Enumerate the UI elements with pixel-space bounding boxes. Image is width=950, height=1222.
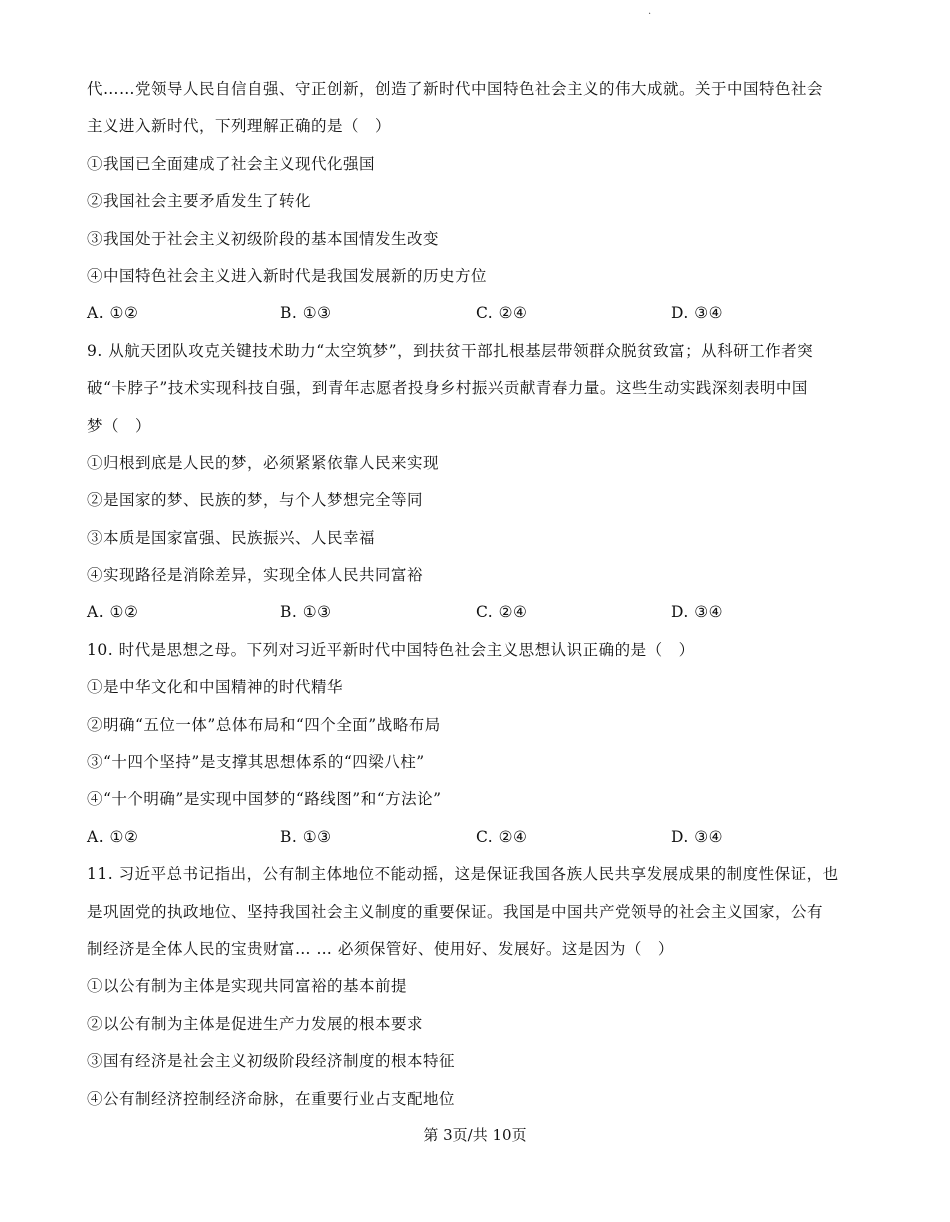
- q9-item-1: ①归根到底是人民的梦，必须紧紧依靠人民来实现: [87, 453, 440, 472]
- q8-option-c: C. ②④: [476, 304, 528, 323]
- q9-item-2: ②是国家的梦、民族的梦，与个人梦想完全等同: [87, 491, 424, 510]
- q11-item-2: ②以公有制为主体是促进生产力发展的根本要求: [87, 1014, 424, 1033]
- q9-stem-line-3: 梦（ ）: [87, 416, 152, 435]
- q11-item-3: ③国有经济是社会主义初级阶段经济制度的根本特征: [87, 1052, 456, 1071]
- q11-item-1: ①以公有制为主体是实现共同富裕的基本前提: [87, 977, 408, 996]
- q9-option-a: A. ①②: [87, 603, 139, 622]
- q8-option-b: B. ①③: [280, 304, 332, 323]
- q10-option-a: A. ①②: [87, 827, 139, 846]
- q10-options: [87, 828, 867, 846]
- q8-item-3: ③我国处于社会主义初级阶段的基本国情发生改变: [87, 229, 440, 248]
- q11-stem-line-2: 是巩固党的执政地位、坚持我国社会主义制度的重要保证。我国是中国共产党领导的社会主义国家，公有: [87, 902, 824, 921]
- page-footer: 第 3页/共 10页: [423, 1126, 527, 1144]
- q9-option-b: B. ①③: [280, 603, 332, 622]
- q11-stem-line-1: 11. 习近平总书记指出，公有制主体地位不能动摇，这是保证我国各族人民共享发展成果的制度性保证，也: [87, 865, 839, 884]
- q10-option-c: C. ②④: [476, 827, 528, 846]
- q9-item-3: ③本质是国家富强、民族振兴、人民幸福: [87, 528, 376, 547]
- q11-stem-line-3: 制经济是全体人民的宝贵财富… … 必须保管好、使用好、发展好。这是因为（ ）: [87, 939, 674, 958]
- q10-item-4: ④“十个明确”是实现中国梦的“路线图”和“方法论”: [87, 790, 442, 809]
- q8-item-1: ①我国已全面建成了社会主义现代化强国: [87, 154, 376, 173]
- q8-stem-line-1: 代……党领导人民自信自强、守正创新，创造了新时代中国特色社会主义的伟大成就。关于中国特色社会: [87, 80, 824, 98]
- q10-option-d: D. ③④: [671, 827, 724, 846]
- q10-item-3: ③“十四个坚持”是支撑其思想体系的“四梁八柱”: [87, 753, 425, 772]
- q10-stem-line-1: 10. 时代是思想之母。下列对习近平新时代中国特色社会主义思想认识正确的是（ ）: [87, 640, 695, 659]
- q8-item-2: ②我国社会主要矛盾发生了转化: [87, 192, 312, 211]
- q11-item-4: ④公有制经济控制经济命脉，在重要行业占支配地位: [87, 1089, 456, 1108]
- q9-stem-line-2: 破“卡脖子”技术实现科技自强，到青年志愿者投身乡村振兴贡献青春力量。这些生动实践深刻表明中国: [87, 379, 808, 398]
- q9-item-4: ④实现路径是消除差异，实现全体人民共同富裕: [87, 566, 424, 585]
- q10-item-1: ①是中华文化和中国精神的时代精华: [87, 678, 344, 697]
- q10-item-2: ②明确“五位一体”总体布局和“四个全面”战略布局: [87, 715, 441, 734]
- q9-stem-line-1: 9. 从航天团队攻克关键技术助力“太空筑梦”，到扶贫干部扎根基层带领群众脱贫致富；从科研工作者突: [87, 341, 814, 360]
- document-body: [87, 80, 867, 1127]
- q8-option-d: D. ③④: [671, 304, 724, 323]
- q8-stem-line-2: 主义进入新时代，下列理解正确的是（ ）: [87, 117, 392, 136]
- q10-option-b: B. ①③: [280, 827, 332, 846]
- header-mark: .: [648, 6, 652, 17]
- q8-options: [87, 304, 867, 322]
- q8-item-4: ④中国特色社会主义进入新时代是我国发展新的历史方位: [87, 266, 488, 285]
- q9-option-c: C. ②④: [476, 603, 528, 622]
- q9-options: [87, 603, 867, 621]
- q9-option-d: D. ③④: [671, 603, 724, 622]
- q8-option-a: A. ①②: [87, 304, 139, 323]
